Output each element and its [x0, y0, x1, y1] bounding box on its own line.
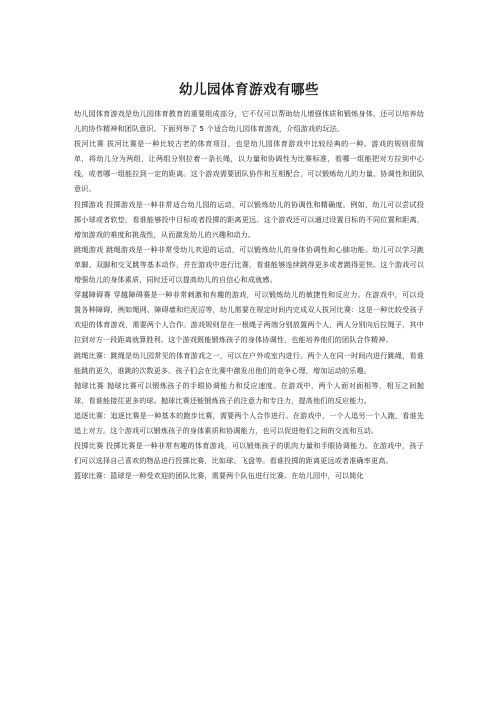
throwing-game-paragraph: 投掷游戏 投掷游戏是一种非常适合幼儿园的运动，可以锻炼幼儿的协调性和精确度。例如，幼儿可以尝试投掷小球或者软垫，看谁能够投中目标或者投掷的距离更远。这个游戏还可以通过设置目标的不同位置和距离，增加游戏的难度和挑战性，从而激发幼儿的兴趣和动力。	[74, 199, 424, 239]
obstacle-race-paragraph: 穿越障碍赛 穿越障碍赛是一种非常刺激和有趣的游戏，可以锻炼幼儿的敏捷性和反应力。在游戏中，可以设置各种障碍，例如绳网、障碍墙和烂泥沼等，幼儿需要在规定时间内完成双人拔河比赛：这是一种比较受孩子欢迎的体育游戏，需要两个人合作。游戏规则是在一根绳子两端分别放置两个人，两人分别向后拉绳子，其中拉到对方一段距离就算胜利。这个游戏既能锻炼孩子的身体协调性，也能培养他们的团队合作精神。	[74, 290, 424, 345]
ball-toss-paragraph: 抛球比赛 抛球比赛可以锻炼孩子的手眼协调能力和反应速度。在游戏中，两个人面对面相等，相互之间抛球，看谁能接住更多的球。抛球比赛还能锻炼孩子的注意力和专注力，提高他们的反应能力。	[74, 380, 424, 405]
jump-rope-contest-paragraph: 跳绳比赛：跳绳是幼儿园常见的体育游戏之一，可以在户外或室内进行。两个人在同一时间内进行跳绳，看谁能跳的更久，谁跳的次数更多。孩子们会在比赛中激发出他们的竞争心理，增加运动的乐趣。	[74, 350, 424, 375]
basketball-paragraph: 篮球比赛：篮球是一种受欢迎的团队比赛，需要两个队伍进行比赛。在幼儿园中，可以简化	[74, 471, 364, 481]
throwing-contest-paragraph: 投掷比赛 投掷比赛是一种非常有趣的体育游戏，可以锻炼孩子的肌肉力量和手眼协调能力。在游戏中，孩子们可以选择自己喜欢的物品进行投掷比赛，比如球、飞盘等。看谁投掷的距离更远或者准确率更高。	[74, 441, 424, 466]
tug-of-war-paragraph: 拔河比赛 拔河比赛是一种比较古老的体育项目，也是幼儿园体育游戏中比较经典的一种。游戏的规则很简单，将幼儿分为两组，让两组分别拉着一条长绳，以力量和协调性为比赛标准，看哪一组能把对方拉到中心线，或者哪一组能拉到一定的距离。这个游戏需要团队协作和互相配合，可以锻炼幼儿的力量、协调性和团队意识。	[74, 139, 424, 194]
intro-paragraph: 幼儿园体育游戏是幼儿园体育教育的重要组成部分，它不仅可以帮助幼儿增强体质和锻炼身体，还可以培养幼儿的协作精神和团队意识。下面列举了 5 个适合幼儿园体育游戏，介绍游戏的玩法。	[74, 109, 424, 134]
document-body	[74, 106, 424, 483]
jump-rope-game-paragraph: 跳绳游戏 跳绳游戏是一种非常受幼儿欢迎的运动，可以锻炼幼儿的身体协调性和心肺功能。幼儿可以学习跳单脚、双脚和交叉跳等基本动作，并在游戏中进行比赛，看谁能够连续跳得更多或者跳得更快。这个游戏可以增强幼儿的身体素质，同时还可以提高幼儿的自信心和成就感。	[74, 244, 424, 285]
document-title: 幼儿园体育游戏有哪些	[179, 82, 319, 98]
chase-race-paragraph: 追逐比赛：追逐比赛是一种基本的跑步比赛，需要两个人合作进行。在游戏中，一个人追另一个人跑，看谁先追上对方。这个游戏可以锻炼孩子的身体素质和协调能力，也可以促进他们之间的交流和互动。	[74, 410, 424, 435]
